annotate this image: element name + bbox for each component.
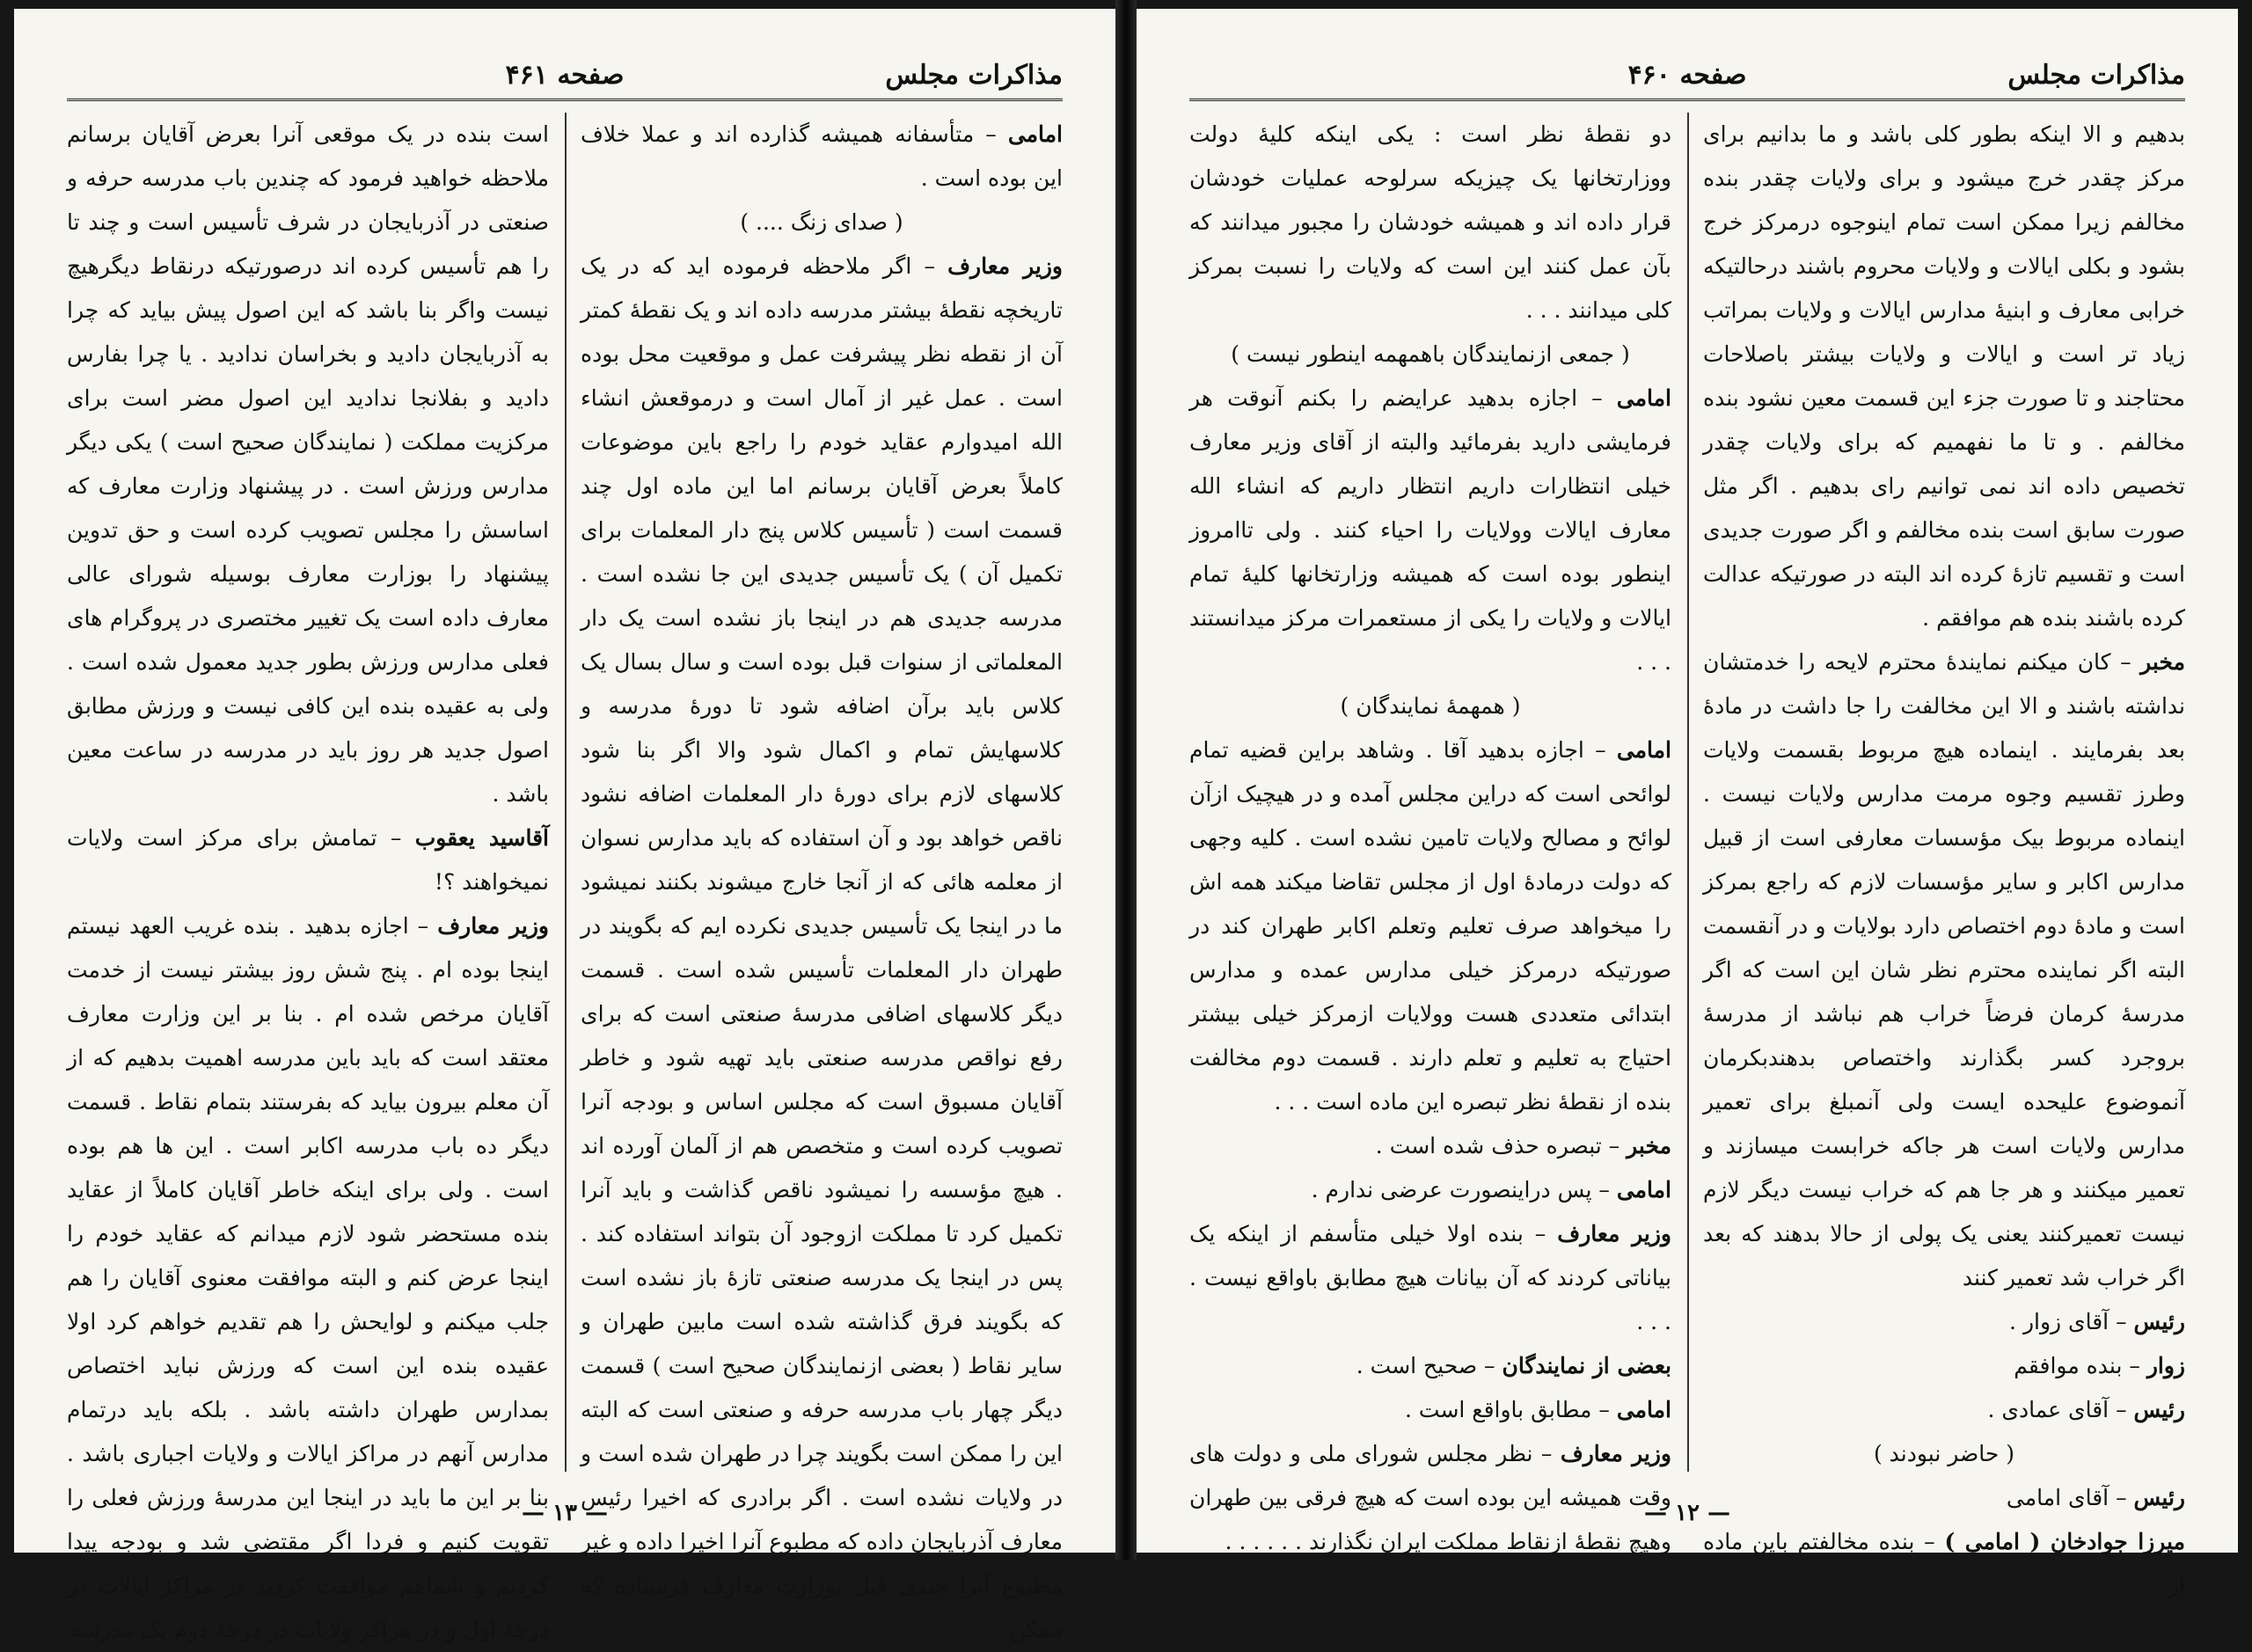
speaker-name: امامی	[1007, 121, 1063, 147]
page-folio: — ۱۳ —	[521, 1500, 609, 1526]
speech-paragraph: امامی – اجازه بدهید عرایضم را بکنم آنوقت هر فرمایشی دارید بفرمائید والبته از آقای وزیر معارف خیلی انتظارات داریم انتظار داریم که انشاء الله معارف ایالات وولایات را احیاء کنند . ولی تاامروز اینطور بوده است که همیشه وزارتخانها کلیهٔ تمام ایالات و ولایات را یکی از مستعمرات مرکز میدانستند . . .	[1189, 385, 1671, 675]
speech-paragraph: رئیس – آقای زوار .	[2009, 1309, 2185, 1334]
book-gutter	[1115, 0, 1137, 1560]
paragraph-text: است بنده در یک موقعی آنرا بعرض آقایان برسانم ملاحظه خواهید فرمود که چندین باب مدرسه حرفه و صنعتی در آذربایجان در شرف تأسیس است و چند تا را هم تأسیس کرده اند درصورتیکه درنقاط دیگرهیچ نیست واگر بنا باشد که این اصول پیش بیاید که چرا به آذربایجان دادید و بخراسان ندادید . یا چرا بفارس دادید و بفلانجا ندادید این اصول مضر است برای مرکزیت مملکت ( نمایندگان صحیح است ) یکی دیگر مدارس ورزش است . در پیشنهاد وزارت معارف که اساسش را مجلس تصویب کرده است و حق تدوین پیشنهاد را بوزارت معارف بوسیله شورای عالی معارف داده است یک تغییر مختصری در پروگرام های فعلی مدارس ورزش بطور جدید معمول شده است . ولی به عقیده بنده این کافی نیست و ورزش مطابق اصول جدید هر روز باید در مدرسه در ساعت معین باشد .	[67, 121, 549, 807]
text-paragraph	[67, 113, 549, 816]
paragraph-text: تمامش برای مرکز است ولایات نمیخواهند ؟!	[67, 825, 549, 895]
paragraph-text: بنده مخالفتم باین ماده از	[1703, 1529, 2185, 1598]
paragraph-text: اجازه بدهید . بنده غریب العهد نیستم اینجا بوده ام . پنج شش روز بیشتر نیست از خدمت آقایان مرخص شده ام . بنا بر این وزارت معارف معتقد است که باید باین مدرسه اهمیت بدهیم که از آن معلم بیرون بیاید که بفرستند بتمام نقاط . قسمت دیگر ده باب مدرسه اکابر است . این ها هم بوده است . ولی برای اینکه خاطر آقایان کاملاً از عقاید بنده مستحضر شود لازم میدانم که عقاید خودم را اینجا عرض کنم و البته موافقت معنوی آقایان را هم جلب میکنم و لوایحش را هم تقدیم خواهم کرد اولا عقیده بنده این است که ورزش نباید اختصاص بمدارس طهران داشته باشد . بلکه باید درتمام مدارس آنهم در مراکز ایالات و ولایات اجباری باشد . بنا بر این ما باید در اینجا این مدرسهٔ ورزش فعلی را تقویت کنیم و فردا اگر مقتضی شد و بودجه پیدا کردیم و شماهم موافقت کردید در مراکز ایالات در درجهٔ اول و در مراکز ولایات در درجهٔ دوم یک مدرسه	[67, 913, 549, 1642]
speaker-name: وزیر معارف	[1560, 1441, 1671, 1466]
speaker-name: امامی	[1616, 385, 1671, 411]
speech-paragraph: وزیر معارف – اجازه بدهید . بنده غریب العهد نیستم اینجا بوده ام . پنج شش روز بیشتر نیست از خدمت آقایان مرخص شده ام . بنا بر این وزارت معارف معتقد است که باید باین مدرسه اهمیت بدهیم که از آن معلم بیرون بیاید که بفرستند بتمام نقاط . قسمت دیگر ده باب مدرسه اکابر است . این ها هم بوده است . ولی برای اینکه خاطر آقایان کاملاً از عقاید بنده مستحضر شود لازم میدانم که عقاید خودم را اینجا عرض کنم و البته موافقت معنوی آقایان را هم جلب میکنم و لوایحش را هم تقدیم خواهم کرد اولا عقیده بنده این است که ورزش نباید اختصاص بمدارس طهران داشته باشد . بلکه باید درتمام مدارس آنهم در مراکز ایالات و ولایات اجباری باشد . بنا بر این ما باید در اینجا این مدرسهٔ ورزش فعلی را تقویت کنیم و فردا اگر مقتضی شد و بودجه پیدا کردیم و شماهم موافقت کردید در مراکز ایالات در درجهٔ اول و در مراکز ولایات در درجهٔ دوم یک مدرسه	[67, 913, 549, 1642]
paragraph-text: آقای عمادی .	[1987, 1397, 2109, 1422]
speaker-name: وزیر معارف	[1557, 1221, 1671, 1246]
interjection-note	[1189, 333, 1671, 376]
speech-paragraph: مخبر – کان میکنم نمایندهٔ محترم لایحه را خدمتشان نداشته باشند و الا این مخالفت را جا داشت در مادهٔ بعد بفرمایند . اینماده هیچ مربوط بقسمت ولایات وطرز تقسیم وجوه مرمت مدارس ولایات نیست . اینماده مربوط بیک مؤسسات معارفی است از قبیل مدارس اکابر و سایر مؤسسات لازم که راجع بمرکز است و مادهٔ دوم اختصاص دارد بولایات و در آنقسمت البته اگر نماینده محترم نظر شان این است که اگر مدرسهٔ کرمان فرضاً خراب هم نباشد از مدرسهٔ بروجرد کسر بگذارند واختصاص بدهندبکرمان آنموضوع علیحده ایست ولی آنمبلغ برای تعمیر مدارس ولایات است هر جاکه خرابست میسازند و تعمیر میکنند و هر جا هم که خراب نیست دیگر لازم نیست تعمیرکنند یعنی یک پولی از حالا بدهند که بعد اگر خراب شد تعمیر کنند	[1703, 649, 2185, 1290]
right-page	[1137, 9, 2238, 1598]
speech-paragraph: امامی – پس دراینصورت عرضی ندارم .	[1311, 1177, 1671, 1202]
speaker-name: وزیر معارف	[437, 913, 549, 939]
paragraph-text: ( حاضر نبودند )	[1873, 1441, 2015, 1466]
speaker-name: رئیس	[2133, 1309, 2185, 1334]
speech-paragraph: وزیر معارف – اگر ملاحظه فرموده اید که در یک تاریخچه نقطهٔ بیشتر مدرسه داده اند و یک نقطهٔ کمتر آن از نقطه نظر پیشرفت عمل و موقعیت محل بوده است . عمل غیر از آمال است و درموقعش انشاء الله امیدوارم عقاید خودم را راجع باین موضوعات کاملاً بعرض آقایان برسانم اما این ماده اول چند قسمت است ( تأسیس کلاس پنج دار المعلمات برای تکمیل آن ) یک تأسیس جدیدی این جا نشده است . مدرسه جدیدی هم در اینجا باز نشده است یک دار المعلماتی از سنوات قبل بوده است و سال بسال یک کلاس باید برآن اضافه شود تا دورهٔ مدرسه و کلاسهایش تمام و اکمال شود والا اگر بنا شود کلاسهای لازم برای دورهٔ دار المعلمات اضافه نشود ناقص خواهد بود و آن استفاده که باید مدارس نسوان از معلمه هائی که از آنجا خارج میشوند بکنند نمیشود ما در اینجا یک تأسیس جدیدی نکرده ایم که بگویند در طهران دار المعلمات تأسیس شده است . قسمت دیگر کلاسهای اضافی مدرسهٔ صنعتی است که برای رفع نواقص مدرسه صنعتی باید تهیه شود و خاطر آقایان مسبوق است که مجلس اساس و بودجه آنرا تصویب کرده است و متخصص هم از آلمان آورده اند . هیچ مؤسسه را نمیشود ناقص گذاشت و باید آنرا تکمیل کرد تا مملکت ازوجود آن بتواند استفاده کند . پس در اینجا یک مدرسه صنعتی تازهٔ باز نشده است که بگویند فرق گذاشته شده است مابین طهران و سایر نقاط ( بعضی ازنمایندگان صحیح است ) قسمت دیگر چهار باب مدرسه حرفه و صنعتی است که البته این را ممکن است بگویند چرا در طهران شده است و در ولایات نشده است . اگر برادری که اخیرا رئیس معارف آذربایجان داده که مطبوع آنرا اخیرا داده و غیر مطبوع آنرا چندی قبل بوزارت معارف فرستاده که ممکن	[581, 253, 1063, 1642]
speech-paragraph: مخبر – تبصره حذف شده است .	[1375, 1133, 1671, 1159]
speech-paragraph: بعضی از نمایندگان – صحیح است .	[1356, 1353, 1671, 1378]
speaker-name: رئیس	[2133, 1485, 2185, 1510]
speech-paragraph: وزیر معارف – نظر مجلس شورای ملی و دولت های وقت همیشه این بوده است که هیچ فرقی بین طهران وهیچ نقطهٔ ازنقاط مملکت ایران نگذارند . . . . . .	[1189, 1441, 1671, 1554]
paragraph-text: اجازه بدهید آقا . وشاهد براین قضیه تمام لوائحی است که دراین مجلس آمده و در هیچیک ازآن لوائح و مصالح ولایات تامین نشده است . کلیه وجهی که دولت درمادهٔ اول از مجلس تقاضا میکند همه اش را میخواهد صرف تعلیم وتعلم اکابر طهران کند در صورتیکه درمرکز خیلی مدارس عمده و مدارس ابتدائی متعددی هست وولایات ازمرکز خیلی بیشتر احتیاج به تعلیم و تعلم دارند . قسمت دوم مخالفت بنده از نقطهٔ نظر تبصره این ماده است . . .	[1189, 737, 1671, 1115]
paragraph-text: مطابق باواقع است .	[1405, 1397, 1592, 1422]
column-divider	[1687, 113, 1689, 1472]
text-column-left	[1189, 113, 1671, 1554]
header-page-number: صفحه ۴۶۱	[505, 60, 625, 91]
speaker-name: آقاسید یعقوب	[414, 825, 549, 851]
speaker-name: رئیس	[2133, 1397, 2185, 1422]
text-column-right	[1703, 113, 2185, 1598]
paragraph-text: بنده اولا خیلی متأسفم از اینکه یک بیاناتی کردند که آن بیانات هیچ مطابق باواقع نیست . . . .	[1189, 1221, 1671, 1334]
paragraph-text: دو نقطهٔ نظر است : یکی اینکه کلیهٔ دولت ووزارتخانها یک چیزیکه سرلوحه عملیات خودشان قرار داده اند و همیشه خودشان را مجبور میدانند که بآن عمل کنند این است که ولایات را نسبت بمرکز کلی میدانند . . .	[1189, 121, 1671, 323]
left-page	[14, 9, 1115, 1642]
page-header	[1189, 55, 2185, 101]
text-paragraph	[1703, 113, 2185, 640]
paragraph-text: کان میکنم نمایندهٔ محترم لایحه را خدمتشان نداشته باشند و الا این مخالفت را جا داشت در مادهٔ بعد بفرمایند . اینماده هیچ مربوط بقسمت ولایات وطرز تقسیم وجوه مرمت مدارس ولایات نیست . اینماده مربوط بیک مؤسسات معارفی است از قبیل مدارس اکابر و سایر مؤسسات لازم که راجع بمرکز است و مادهٔ دوم اختصاص دارد بولایات و در آنقسمت البته اگر نماینده محترم نظر شان این است که اگر مدرسهٔ کرمان فرضاً خراب هم نباشد از مدرسهٔ بروجرد کسر بگذارند واختصاص بدهندبکرمان آنموضوع علیحده ایست ولی آنمبلغ برای تعمیر مدارس ولایات است هر جاکه خرابست میسازند و تعمیر میکنند و هر جا هم که خراب نیست دیگر لازم نیست تعمیرکنند یعنی یک پولی از حالا بدهند که بعد اگر خراب شد تعمیر کنند	[1703, 649, 2185, 1290]
paragraph-text: اجازه بدهید عرایضم را بکنم آنوقت هر فرمایشی دارید بفرمائید والبته از آقای وزیر معارف خیلی انتظارات داریم انتظار داریم که انشاء الله معارف ایالات وولایات را احیاء کنند . ولی تاامروز اینطور بوده است که همیشه وزارتخانها کلیهٔ تمام ایالات و ولایات را یکی از مستعمرات مرکز میدانستند . . .	[1189, 385, 1671, 675]
speech-paragraph: زوار – بنده موافقم	[2014, 1353, 2185, 1378]
speaker-name: مخبر	[2140, 649, 2185, 675]
text-paragraph	[1189, 113, 1671, 333]
speech-paragraph: وزیر معارف – بنده اولا خیلی متأسفم از اینکه یک بیاناتی کردند که آن بیانات هیچ مطابق باواقع نیست . . . .	[1189, 1221, 1671, 1334]
speaker-name: امامی	[1616, 1177, 1671, 1202]
column-divider	[565, 113, 567, 1472]
paragraph-text: اگر ملاحظه فرموده اید که در یک تاریخچه نقطهٔ بیشتر مدرسه داده اند و یک نقطهٔ کمتر آن از نقطه نظر پیشرفت عمل و موقعیت محل بوده است . عمل غیر از آمال است و درموقعش انشاء الله امیدوارم عقاید خودم را راجع باین موضوعات کاملاً بعرض آقایان برسانم اما این ماده اول چند قسمت است ( تأسیس کلاس پنج دار المعلمات برای تکمیل آن ) یک تأسیس جدیدی این جا نشده است . مدرسه جدیدی هم در اینجا باز نشده است یک دار المعلماتی از سنوات قبل بوده است و سال بسال یک کلاس باید برآن اضافه شود تا دورهٔ مدرسه و کلاسهایش تمام و اکمال شود والا اگر بنا شود کلاسهای لازم برای دورهٔ دار المعلمات اضافه نشود ناقص خواهد بود و آن استفاده که باید مدارس نسوان از معلمه هائی که از آنجا خارج میشوند بکنند نمیشود ما در اینجا یک تأسیس جدیدی نکرده ایم که بگویند در طهران دار المعلمات تأسیس شده است . قسمت دیگر کلاسهای اضافی مدرسهٔ صنعتی است که برای رفع نواقص مدرسه صنعتی باید تهیه شود و خاطر آقایان مسبوق است که مجلس اساس و بودجه آنرا تصویب کرده است و متخصص هم از آلمان آورده اند . هیچ مؤسسه را نمیشود ناقص گذاشت و باید آنرا تکمیل کرد تا مملکت ازوجود آن بتواند استفاده کند . پس در اینجا یک مدرسه صنعتی تازهٔ باز نشده است که بگویند فرق گذاشته شده است مابین طهران و سایر نقاط ( بعضی ازنمایندگان صحیح است ) قسمت دیگر چهار باب مدرسه حرفه و صنعتی است که البته این را ممکن است بگویند چرا در طهران شده است و در ولایات نشده است . اگر برادری که اخیرا رئیس معارف آذربایجان داده که مطبوع آنرا اخیرا داده و غیر مطبوع آنرا چندی قبل بوزارت معارف فرستاده که ممکن	[581, 253, 1063, 1642]
speaker-name: امامی	[1616, 737, 1671, 763]
paragraph-text: آقای امامی	[2006, 1485, 2109, 1510]
text-column-left	[67, 113, 549, 1642]
speaker-name: میرزا جوادخان ( امامی )	[1944, 1529, 2185, 1554]
page-header	[67, 55, 1063, 101]
speech-paragraph: امامی – اجازه بدهید آقا . وشاهد براین قضیه تمام لوائحی است که دراین مجلس آمده و در هیچیک ازآن لوائح و مصالح ولایات تامین نشده است . کلیه وجهی که دولت درمادهٔ اول از مجلس تقاضا میکند همه اش را میخواهد صرف تعلیم وتعلم اکابر طهران کند در صورتیکه درمرکز خیلی مدارس عمده و مدارس ابتدائی متعددی هست وولایات ازمرکز خیلی بیشتر احتیاج به تعلیم و تعلم دارند . قسمت دوم مخالفت بنده از نقطهٔ نظر تبصره این ماده است . . .	[1189, 737, 1671, 1115]
speech-paragraph: رئیس – آقای امامی	[2006, 1485, 2185, 1510]
paragraph-text: نظر مجلس شورای ملی و دولت های وقت همیشه این بوده است که هیچ فرقی بین طهران وهیچ نقطهٔ ازنقاط مملکت ایران نگذارند . . . . . .	[1189, 1441, 1671, 1554]
text-column-right	[581, 113, 1063, 1642]
paragraph-text: ( همهمهٔ نمایندگان )	[1340, 693, 1521, 719]
speaker-name: مخبر	[1627, 1133, 1671, 1159]
header-title: مذاکرات مجلس	[2007, 60, 2185, 91]
speech-paragraph: میرزا جوادخان ( امامی ) – بنده مخالفتم باین ماده از	[1703, 1529, 2185, 1598]
page-folio: — ۱۲ —	[1643, 1500, 1731, 1526]
paragraph-text: پس دراینصورت عرضی ندارم .	[1311, 1177, 1592, 1202]
paragraph-text: ( صدای زنگ .... )	[740, 209, 903, 235]
interjection-note	[581, 201, 1063, 245]
paragraph-text: متأسفانه همیشه گذارده اند و عملا خلاف این بوده است .	[581, 121, 1063, 191]
paragraph-text: بدهیم و الا اینکه بطور کلی باشد و ما بدانیم برای مرکز چقدر خرج میشود و برای ولایات چقدر بنده مخالفم زیرا ممکن است تمام اینوجوه درمرکز خرج بشود و بکلی ایالات و ولایات محروم باشند درحالتیکه خرابی معارف و ابنیهٔ مدارس ایالات و ولایات بمراتب زیاد تر است و ایالات و ولایات بیشتر باصلاحات محتاجند و تا صورت جزء این قسمت معین نشود بنده مخالفم . و تا ما نفهمیم که برای ولایات چقدر تخصیص داده اند نمی توانیم رای بدهیم . اگر مثل صورت سابق است بنده مخالفم و اگر صورت جدیدی است و تقسیم تازهٔ کرده اند البته در صورتیکه عدالت کرده باشند بنده هم موافقم .	[1703, 121, 2185, 631]
paragraph-text: بنده موافقم	[2014, 1353, 2123, 1378]
interjection-note	[1189, 684, 1671, 728]
header-page-number: صفحه ۴۶۰	[1627, 60, 1747, 91]
header-title: مذاکرات مجلس	[885, 60, 1063, 91]
speech-paragraph: رئیس – آقای عمادی .	[1987, 1397, 2185, 1422]
paragraph-text: صحیح است .	[1356, 1353, 1478, 1378]
speech-paragraph: آقاسید یعقوب – تمامش برای مرکز است ولایات نمیخواهند ؟!	[67, 825, 549, 895]
speaker-name: زوار	[2146, 1353, 2185, 1378]
paragraph-text: ( جمعی ازنمایندگان باهمهمه اینطور نیست )	[1231, 341, 1630, 367]
paragraph-text: تبصره حذف شده است .	[1375, 1133, 1602, 1159]
interjection-note	[1703, 1432, 2185, 1476]
speaker-name: بعضی از نمایندگان	[1502, 1353, 1671, 1378]
speech-paragraph: امامی – متأسفانه همیشه گذارده اند و عملا خلاف این بوده است .	[581, 121, 1063, 191]
speaker-name: امامی	[1616, 1397, 1671, 1422]
speaker-name: وزیر معارف	[947, 253, 1063, 279]
speech-paragraph: امامی – مطابق باواقع است .	[1405, 1397, 1671, 1422]
paragraph-text: آقای زوار .	[2009, 1309, 2109, 1334]
